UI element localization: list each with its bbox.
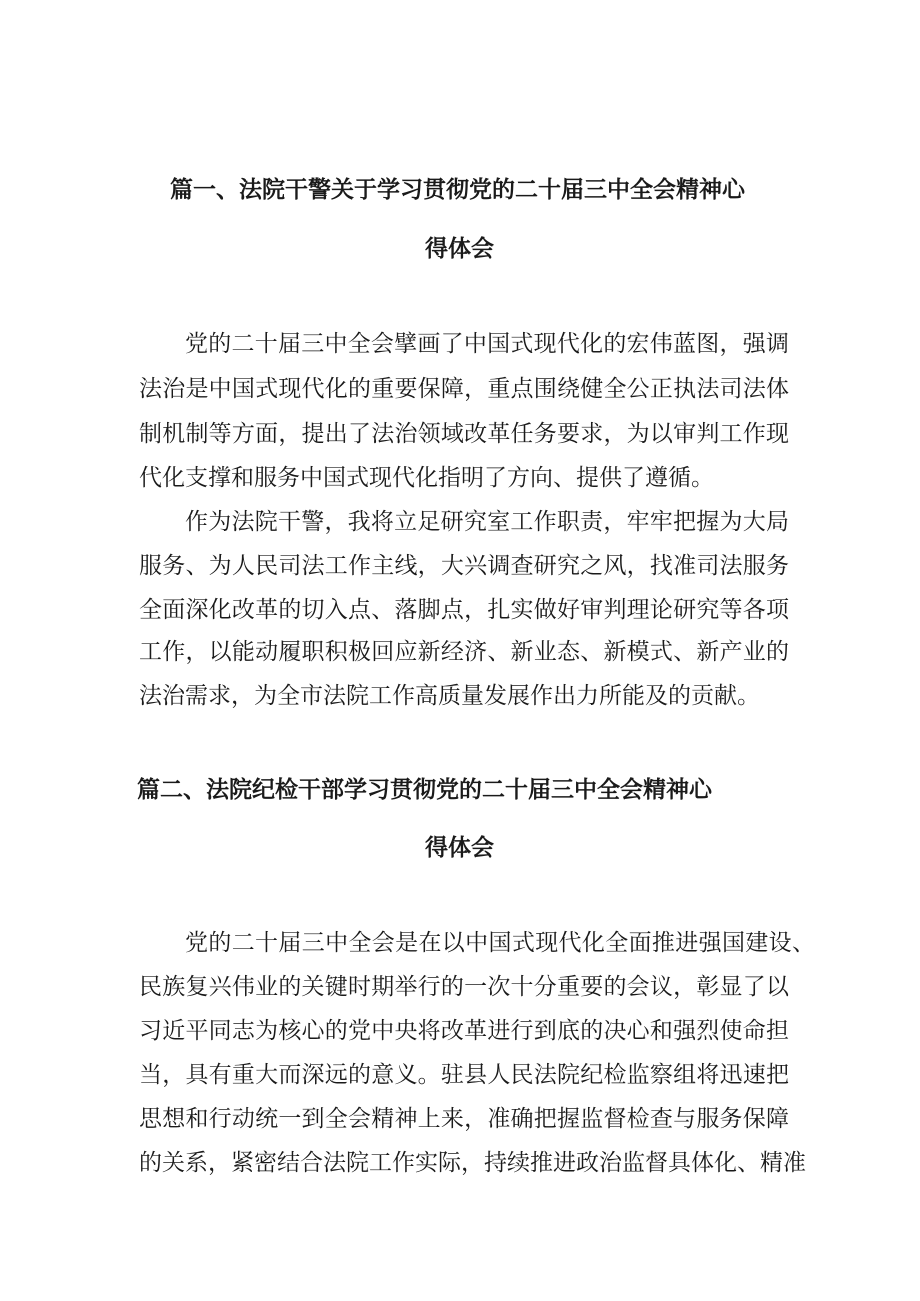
section1-p2-line4: 工作，以能动履职积极回应新经济、新业态、新模式、新产业的 [139,639,789,665]
section1-p1-line2: 法治是中国式现代化的重要保障，重点围绕健全公正执法司法体 [139,376,789,402]
section1-p1-line4: 代化支撑和服务中国式现代化指明了方向、提供了遵循。 [139,465,714,491]
section2-p1-line4: 当，具有重大而深远的意义。驻县人民法院纪检监察组将迅速把 [139,1062,789,1088]
section2-title-line2: 得体会 [425,835,494,861]
section1-p2-line5: 法治需求，为全市法院工作高质量发展作出力所能及的贡献。 [139,683,760,709]
section1-p1-line1: 党的二十届三中全会擘画了中国式现代化的宏伟蓝图，强调 [185,331,789,357]
section2-p1-line6: 的关系，紧密结合法院工作实际，持续推进政治监督具体化、精准 [139,1150,806,1176]
section2-title-line1: 篇二、法院纪检干部学习贯彻党的二十届三中全会精神心 [137,777,712,803]
section1-title-line2: 得体会 [425,236,494,262]
section2-p1-line1: 党的二十届三中全会是在以中国式现代化全面推进强国建设、 [185,930,815,956]
section1-p2-line3: 全面深化改革的切入点、落脚点，扎实做好审判理论研究等各项 [139,597,789,623]
section1-p1-line3: 制机制等方面，提出了法治领域改革任务要求，为以审判工作现 [139,421,789,447]
section1-p2-line1: 作为法院干警，我将立足研究室工作职责，牢牢把握为大局 [185,509,789,535]
section2-p1-line2: 民族复兴伟业的关键时期举行的一次十分重要的会议，彰显了以 [139,974,789,1000]
section1-p2-line2: 服务、为人民司法工作主线，大兴调查研究之风，找准司法服务 [139,553,789,579]
section2-p1-line3: 习近平同志为核心的党中央将改革进行到底的决心和强烈使命担 [139,1018,789,1044]
section1-title-line1: 篇一、法院干警关于学习贯彻党的二十届三中全会精神心 [170,177,745,203]
section2-p1-line5: 思想和行动统一到全会精神上来，准确把握监督检查与服务保障 [139,1106,789,1132]
